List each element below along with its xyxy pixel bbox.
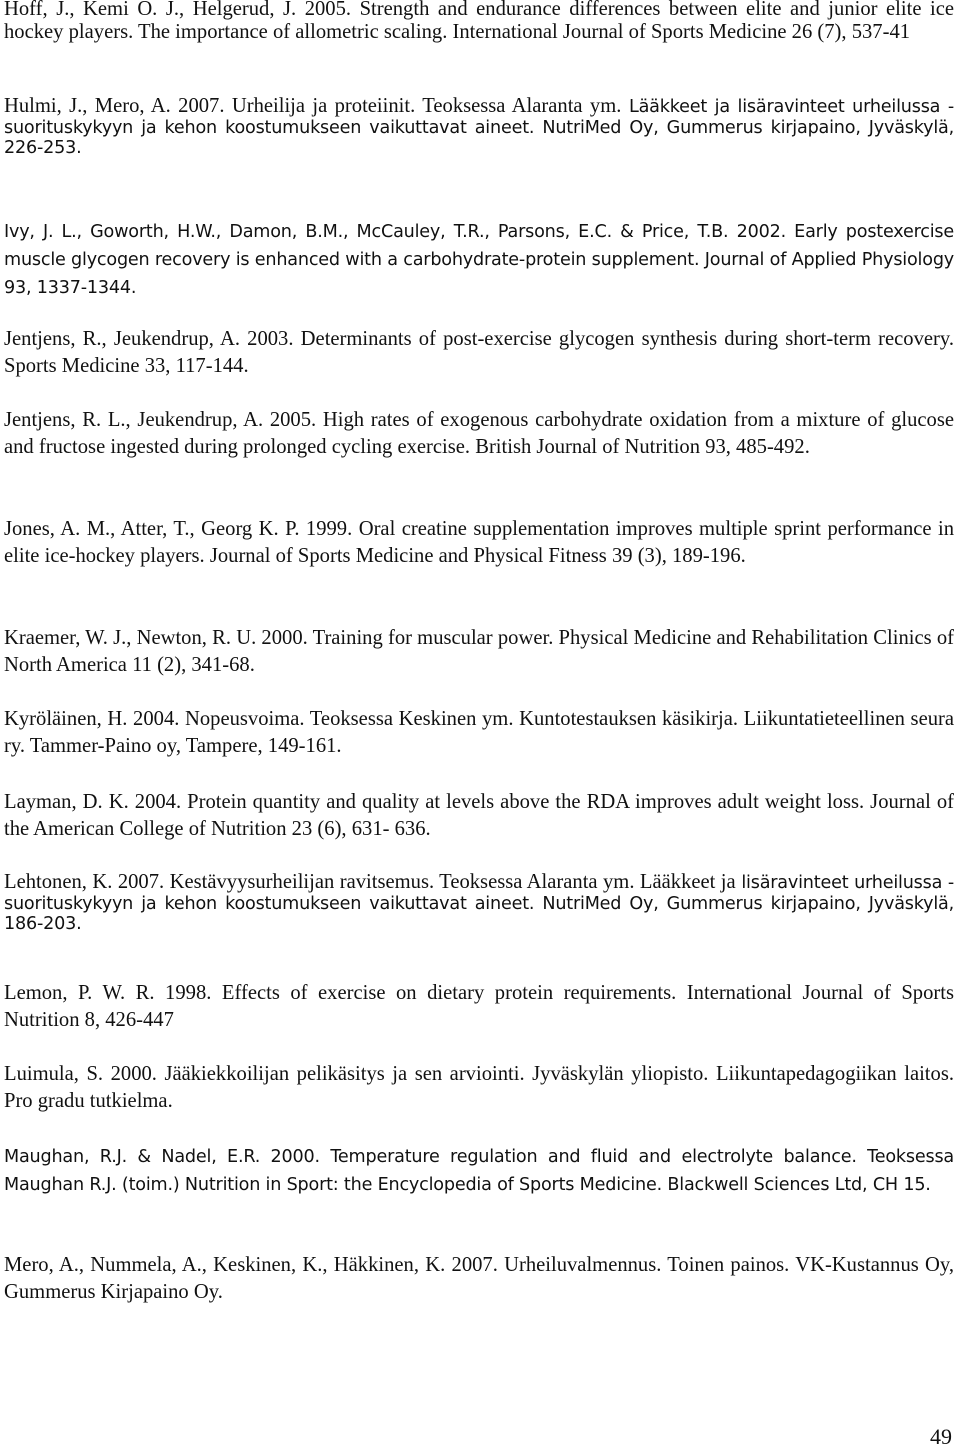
reference-maughan-2000 bbox=[4, 1143, 954, 1199]
reference-hulmi-2007 bbox=[4, 95, 954, 158]
reference-kyrolainen-2004 bbox=[4, 706, 954, 761]
reference-jentjens-2005 bbox=[4, 407, 954, 462]
reference-text: Jones, A. M., Atter, T., Georg K. P. 1999. Oral creatine supplementation improves multiple sprint performance in elite ice-hockey players. Journal of Sports Medicine and Physical Fitness 39 (3), 189-196. bbox=[4, 518, 954, 568]
reference-lemon-1998 bbox=[4, 980, 954, 1035]
reference-layman-2004 bbox=[4, 789, 954, 844]
reference-text: Jentjens, R., Jeukendrup, A. 2003. Determinants of post-exercise glycogen synthesis during short-term recovery. Sports Medicine 33, 117-144. bbox=[4, 328, 954, 378]
reference-lehtonen-2007 bbox=[4, 871, 954, 934]
reference-text: Kraemer, W. J., Newton, R. U. 2000. Training for muscular power. Physical Medicine and Rehabilitation Clinics of North America 11 (2), 341-68. bbox=[4, 627, 954, 677]
reference-text: Maughan, R.J. & Nadel, E.R. 2000. Temperature regulation and fluid and electrolyte balance. Teoksessa Maughan R.J. (toim.) Nutrition in Sport: the Encyclopedia of Sports Medicine. Blackwell Sciences Ltd, CH 15. bbox=[4, 1147, 954, 1195]
reference-text: Layman, D. K. 2004. Protein quantity and quality at levels above the RDA improves adult weight loss. Journal of the American College of Nutrition 23 (6), 631- 636. bbox=[4, 791, 954, 841]
reference-lead-text: Hulmi, J., Mero, A. 2007. Urheilija ja proteiinit. Teoksessa Alaranta ym. bbox=[4, 95, 622, 117]
reference-mero-2007 bbox=[4, 1252, 954, 1307]
reference-luimula-2000 bbox=[4, 1061, 954, 1116]
reference-jones-1999 bbox=[4, 516, 954, 571]
reference-body-text: lisäravinteet urheilussa - suorituskykyyn ja kehon koostumukseen vaikuttavat aineet. NutriMed Oy, Gummerus kirjapaino, Jyväskylä, 186-203. bbox=[4, 873, 954, 934]
reference-jentjens-2003 bbox=[4, 326, 954, 381]
reference-ivy-2002 bbox=[4, 218, 954, 302]
reference-lead-text: Lehtonen, K. 2007. Kestävyysurheilijan ravitsemus. Teoksessa Alaranta ym. Lääkkeet ja bbox=[4, 871, 736, 893]
reference-hoff-2005 bbox=[4, 0, 954, 44]
page-number: 49 bbox=[930, 1424, 952, 1449]
reference-body-text: Lääkkeet ja lisäravinteet urheilussa - suorituskykyyn ja kehon koostumukseen vaikuttavat aineet. NutriMed Oy, Gummerus kirjapaino, Jyväskylä, 226-253. bbox=[4, 97, 954, 158]
reference-text: Jentjens, R. L., Jeukendrup, A. 2005. High rates of exogenous carbohydrate oxidation from a mixture of glucose and fructose ingested during prolonged cycling exercise. British Journal of Nutrition 93, 485-492. bbox=[4, 409, 954, 459]
reference-body-text: Strength and endurance differences between elite and junior elite ice hockey players. The importance of allometric scaling. International Journal of Sports Medicine 26 (7), 537-41 bbox=[4, 0, 954, 43]
reference-text: Luimula, S. 2000. Jääkiekkoilijan pelikäsitys ja sen arviointi. Jyväskylän yliopisto. Liikuntapedagogiikan laitos. Pro gradu tutkielma. bbox=[4, 1063, 954, 1113]
reference-kraemer-2000 bbox=[4, 625, 954, 680]
reference-text: Ivy, J. L., Goworth, H.W., Damon, B.M., McCauley, T.R., Parsons, E.C. & Price, T.B. 2002. Early postexercise muscle glycogen recovery is enhanced with a carbohydrate-protein supplement. Journal of Applied Physiology 93, 1337-1344. bbox=[4, 222, 954, 298]
reference-text: Kyröläinen, H. 2004. Nopeusvoima. Teoksessa Keskinen ym. Kuntotestauksen käsikirja. Liikuntatieteellinen seura ry. Tammer-Paino oy, Tampere, 149-161. bbox=[4, 708, 954, 758]
reference-text: Lemon, P. W. R. 1998. Effects of exercise on dietary protein requirements. International Journal of Sports Nutrition 8, 426-447 bbox=[4, 982, 954, 1032]
reference-lead-text: Hoff, J., Kemi O. J., Helgerud, J. 2005. bbox=[4, 0, 352, 20]
reference-text: Mero, A., Nummela, A., Keskinen, K., Häkkinen, K. 2007. Urheiluvalmennus. Toinen painos. VK-Kustannus Oy, Gummerus Kirjapaino Oy. bbox=[4, 1254, 954, 1304]
